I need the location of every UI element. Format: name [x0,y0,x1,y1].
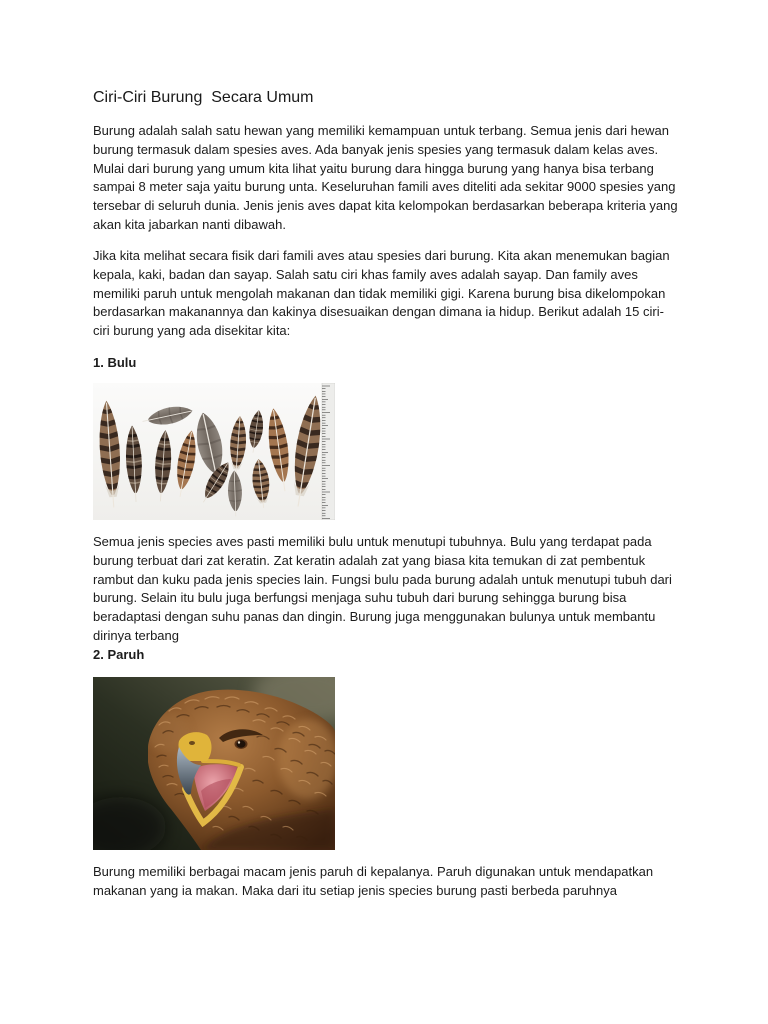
paragraph-line: burung. Selain itu bulu juga berfungsi menjaga suhu tubuh dari burung sehingga burung bisa [93,590,627,606]
feathers-photo [93,383,335,520]
paragraph-line: memiliki paruh untuk mengolah makanan dan tidak memiliki gigi. Karena burung bisa dikelompokan [93,285,666,301]
paragraph-line: Semua jenis species aves pasti memiliki bulu untuk menutupi tubuhnya. Bulu yang terdapat pada [93,534,652,549]
paragraph-line: Jika kita melihat secara fisik dari famili aves atau spesies dari burung. Kita akan menemukan bagian [93,248,670,263]
paragraph-line: ciri burung yang ada disekitar kita: [93,323,291,339]
paragraph-line: berdasarkan makanannya dan kakinya disesuaikan dengan dimana ia hidup. Berikut adalah 15 ciri- [93,304,664,320]
paragraph-line: sampai 8 meter saja yaitu burung unta. Keseluruhan famili aves diteliti ada sekitar 9000 spesies yang [93,179,676,195]
paragraph-line: akan kita jabarkan nanti dibawah. [93,216,286,232]
ruler [322,383,335,520]
intro-paragraph [93,122,678,235]
ruler-body [322,383,335,520]
paragraph-line: tersebar di seluruh dunia. Jenis jenis aves dapat kita kelompokan berdasarkan beberapa kriteria yang [93,198,678,214]
paragraph-line: burung terbuat dari zat keratin. Zat keratin adalah zat yang biasa kita temukan di zat pembentuk [93,552,646,568]
paragraph-line: makanan yang ia makan. Maka dari itu setiap jenis species burung pasti berbeda paruhnya [93,882,617,898]
bulu-paragraph [93,533,672,646]
paragraph-line: kepala, kaki, badan dan sayap. Salah satu ciri khas family aves adalah sayap. Dan family aves [93,266,638,282]
eye-highlight [238,741,240,743]
body-paragraph [93,247,670,341]
page-title: Ciri-Ciri Burung Secara Umum [93,89,314,106]
eagle-photo [93,677,335,850]
paragraph-line: Mulai dari burung yang umum kita lihat yaitu burung dara hingga burung yang hanya bisa terbang [93,160,654,176]
eagle-nostril [189,741,195,745]
paragraph-line: dirinya terbang [93,627,179,643]
section-heading-bulu: 1. Bulu [93,355,137,370]
paragraph-line: Burung memiliki berbagai macam jenis paruh di kepalanya. Paruh digunakan untuk mendapatkan [93,864,654,879]
paragraph-line: rambut dan kuku pada jenis species lain. Fungsi bulu pada burung adalah untuk menutupi tubuh dari [93,571,672,587]
paragraph-line: burung termasuk dalam spesies aves. Ada banyak jenis spesies yang termasuk dalam kelas aves. [93,141,659,157]
section-heading-paruh: 2. Paruh [93,647,145,662]
paragraph-line: Burung adalah salah satu hewan yang memiliki kemampuan untuk terbang. Semua jenis dari hewan [93,123,669,138]
paragraph-line: beradaptasi dengan suhu panas dan dingin. Burung juga menggunakan bulunya untuk membantu [93,609,656,625]
paruh-paragraph [93,863,653,901]
eagle-pupil [236,740,245,748]
